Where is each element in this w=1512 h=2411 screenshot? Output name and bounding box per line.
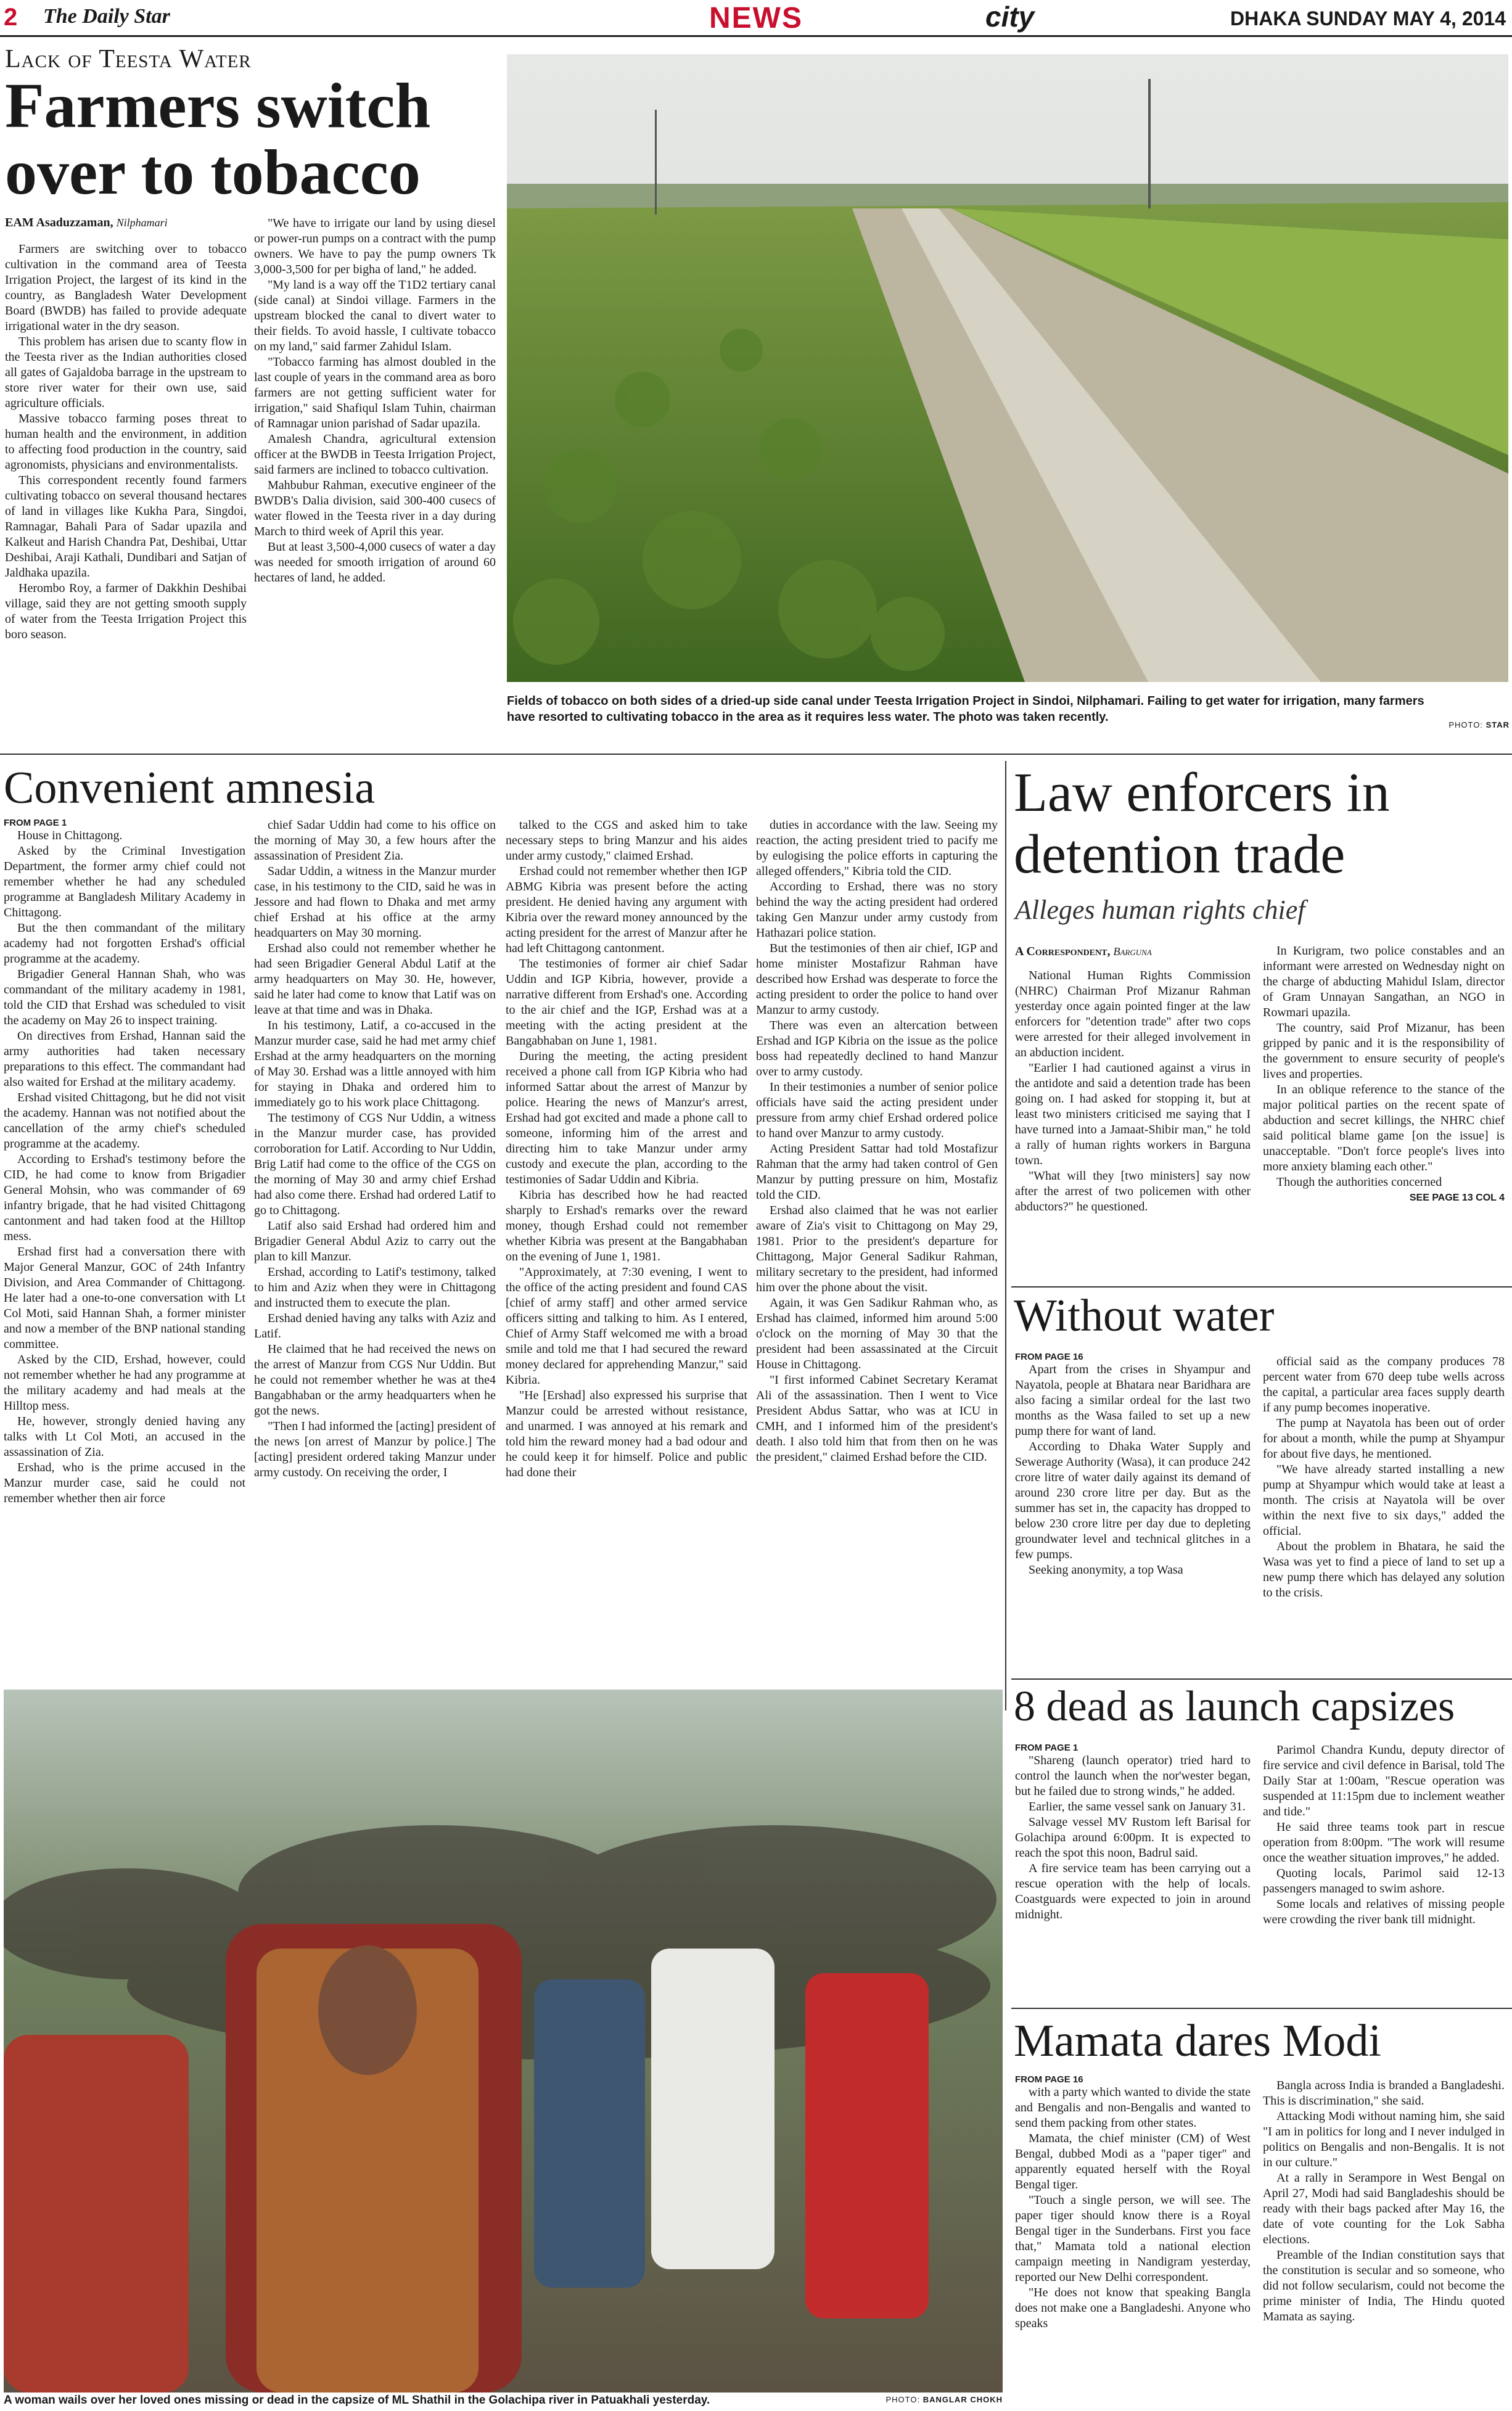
- paragraph: Asked by the CID, Ershad, however, could not remember whether he had any programme at the military academy and had meals at the Hilltop mess.: [4, 1353, 245, 1413]
- paragraph: A fire service team has been carrying out a rescue operation with the help of locals. Coastguards were expected to join in around midnight.: [1015, 1862, 1251, 1921]
- mamata-headline: Mamata dares Modi: [1014, 2016, 1381, 2066]
- paragraph: Some locals and relatives of missing people were crowding the river bank till midnight.: [1263, 1897, 1505, 1926]
- tobacco-photo-credit: PHOTO: STAR: [1448, 720, 1510, 729]
- law-headline: Law enforcers in detention trade: [1014, 762, 1390, 885]
- paragraph: He said three teams took part in rescue operation from 8:00pm. "The work will resume once the weather situation improves," he added.: [1263, 1820, 1505, 1865]
- paragraph: Quoting locals, Parimol said 12-13 passengers managed to swim ashore.: [1263, 1867, 1505, 1896]
- paragraph: "He does not know that speaking Bangla does not make one a Bangladeshi. Anyone who speaks: [1015, 2286, 1251, 2330]
- tobacco-kicker: Lack of Teesta Water: [5, 45, 252, 73]
- paragraph: Apart from the crises in Shyampur and Nayatola, people at Bhatara near Baridhara are also facing a similar ordeal for the last two months as the Wasa failed to set up a new pump there for want of land.: [1015, 1363, 1251, 1438]
- paragraph: "We have already started installing a new pump at Shyampur which would take at least a month. The crisis at Nayatola will be over within the next five to six days," added the official.: [1263, 1463, 1505, 1538]
- divider: [1011, 2008, 1512, 2009]
- law-col-2: [1263, 943, 1505, 1204]
- paragraph: "Approximately, at 7:30 evening, I went to the office of the acting president and found CAS [chief of army staff] and other armed service officers sitting and talking to him. As I entered, Chief of Army Staff welcomed me with a broad smile and told me that I had secured the reward money declared for apprehending Manzur," said Kibria.: [506, 1265, 747, 1387]
- water-col-2: [1263, 1354, 1505, 1601]
- law-byline: A Correspondent, Barguna: [1015, 945, 1152, 958]
- launch-headline: 8 dead as launch capsizes: [1014, 1683, 1455, 1730]
- paragraph: Salvage vessel MV Rustom left Barisal for Golachipa around 6:00pm. It is expected to reach the spot this noon, Badrul said.: [1015, 1815, 1251, 1860]
- paragraph: Farmers are switching over to tobacco cultivation in the command area of Teesta Irrigation Project, the largest of its kind in the country, as Bangladesh Water Development Board (BWDB) has failed to provide adequate irrigational water in the dry season.: [5, 242, 247, 333]
- paragraph: "Tobacco farming has almost doubled in the last couple of years in the command area as boro farmers are not getting sufficient water for irrigation," said Shafiqul Islam Tuhin, chairman of Ramnagar union parishad of Sadar upazila.: [254, 355, 496, 430]
- paragraph: Bangla across India is branded a Bangladeshi. This is discrimination," she said.: [1263, 2079, 1505, 2108]
- tobacco-byline: EAM Asaduzzaman, Nilphamari: [5, 216, 168, 229]
- paragraph: But the then commandant of the military academy had not forgotten Ershad's official programme at the academy.: [4, 921, 245, 966]
- amnesia-col-4: [756, 818, 998, 1465]
- divider: [1011, 1678, 1512, 1680]
- paragraph: House in Chittagong.: [17, 829, 123, 842]
- paragraph: Sadar Uddin, a witness in the Manzur murder case, in his testimony to the CID, said he was in Jessore and had flown to Dhaka and met army chief Ershad at his office at the army headquarters on May 30 morning.: [254, 865, 496, 940]
- paragraph: In Kurigram, two police constables and an informant were arrested on Wednesday night on the charge of abducting Mahidul Islam, director of Gram Unnayan Sangathan, an NGO in Rowmari upazila.: [1263, 944, 1505, 1019]
- amnesia-headline: Convenient amnesia: [4, 763, 376, 813]
- paragraph: About the problem in Bhatara, he said the Wasa was yet to find a piece of land to set up a new pump there which has delayed any solution to the crisis.: [1263, 1540, 1505, 1600]
- paragraph: He claimed that he had received the news on the arrest of Manzur from CGS Nur Uddin. But he could not remember whether he was at the4 Bangabhaban or the army headquarters when he got the news.: [254, 1342, 496, 1418]
- launch-col-1: [1015, 1743, 1251, 1923]
- mamata-from-page: FROM PAGE 16: [1015, 2074, 1083, 2085]
- paragraph: "My land is a way off the T1D2 tertiary canal (side canal) at Sindoi village. Farmers in the upstream blocked the canal to divert water to their fields. To avoid hassle, I cultivate tobacco on my land," said farmer Zahidul Islam.: [254, 278, 496, 353]
- paragraph: "What will they [two ministers] say now after the arrest of two policemen with other abductors?" he questioned.: [1015, 1169, 1251, 1214]
- tobacco-field-photo: [507, 54, 1508, 682]
- tobacco-photo-caption: Fields of tobacco on both sides of a dried-up side canal under Teesta Irrigation Project in Sindoi, Nilphamari. Failing to get water for irrigation, many farmers have resorted to cultivating tobacco in the area as it requires less water. The photo was taken recently.: [507, 694, 1424, 724]
- column-rule: [1005, 761, 1006, 1711]
- launch-from-page: FROM PAGE 1: [1015, 1743, 1079, 1753]
- paragraph: Ershad, according to Latif's testimony, talked to him and Aziz when they were in Chittagong and instructed them to execute the plan.: [254, 1265, 496, 1310]
- tobacco-headline: Farmers switch over to tobacco: [5, 70, 431, 208]
- mamata-col-1: [1015, 2074, 1251, 2331]
- paragraph: "Touch a single person, we will see. The paper tiger should know there is a Royal Bengal tiger in the Sunderbans. First you face that," Mamata told a national election campaign meeting in Nandigram yesterday, reported our New Delhi correspondent.: [1015, 2193, 1251, 2284]
- paragraph: The testimonies of former air chief Sadar Uddin and IGP Kibria, however, provide a narrative different from Ershad's one. According to the air chief and the IGP, Ershad was at a meeting with the acting president at the Bangabhaban on June 1, 1981.: [506, 957, 747, 1048]
- paragraph: Kibria has described how he had reacted sharply to Ershad's remarks over the reward money, though Ershad could not remember whether Kibria was present at the Bangabhaban on the evening of June 1, 1981.: [506, 1188, 747, 1263]
- paragraph: Herombo Roy, a farmer of Dakkhin Deshibai village, said they are not getting smooth supply of water from the Teesta Irrigation Project this boro season.: [5, 581, 247, 641]
- paragraph: "He [Ershad] also expressed his surprise that Manzur could be arrested without resistance, and unarmed. I was annoyed at his remark and told him the reward money had a bad odour and he could keep it for himself. Police and public had done their: [506, 1389, 747, 1479]
- paper-logo: The Daily Star: [43, 5, 170, 28]
- paragraph: Latif also said Ershad had ordered him and Brigadier General Abdul Aziz to carry out the plan to kill Manzur.: [254, 1219, 496, 1263]
- paragraph: According to Ershad, there was no story behind the way the acting president had ordered taking Gen Manzur under army custody from Hathazari police station.: [756, 880, 998, 940]
- paragraph: Parimol Chandra Kundu, deputy director of fire service and civil defence in Barisal, told The Daily Star at 1:00am, "Rescue operation was suspended at 11:15pm due to inclement weather and tide.": [1263, 1743, 1505, 1818]
- paragraph: Ershad could not remember whether then IGP ABMG Kibria was present before the acting president. He denied having any argument with Kibria over the reward money announced by the acting president for the arrest of Manzur after he had left Chittagong cantonment.: [506, 865, 747, 955]
- paragraph: Asked by the Criminal Investigation Department, the former army chief could not remember whether he had any scheduled programme at Bangladesh Military Academy in Chittagong.: [4, 844, 245, 919]
- divider: [0, 754, 1512, 755]
- paragraph: Ershad, who is the prime accused in the Manzur murder case, said he could not remember whether then air force: [4, 1461, 245, 1505]
- paragraph: "Earlier I had cautioned against a virus in the antidote and said a detention trade has been going on. I had asked for stopping it, but at least two ministers criticised me saying that I have turned into a Jamaat-Shibir man," he told a rally of human rights workers in Barguna town.: [1015, 1061, 1251, 1167]
- paragraph: According to Dhaka Water Supply and Sewerage Authority (Wasa), it can produce 242 crore litre of water daily against its demand of around 230 crore litre per day. But as the summer has set in, the capacity has dropped to below 230 crore litre per day due to depleting groundwater level and technical glitches in a few pumps.: [1015, 1440, 1251, 1561]
- water-from-page: FROM PAGE 16: [1015, 1352, 1083, 1362]
- divider: [1011, 1286, 1512, 1288]
- amnesia-col-1: [4, 818, 245, 1506]
- paragraph: In an oblique reference to the stance of the major political parties on the recent spate of abduction and secret killings, the NHRC chief said political blame game [on the issue] is unacceptable. "Don't force people's lives into more anxiety blaming each other.": [1263, 1083, 1505, 1173]
- paragraph: During the meeting, the acting president received a phone call from IGP Kibria who had informed Sattar about the arrest of Manzur by police. Hearing the news of Manzur's arrest, Ershad had got excited and made a phone call to someone, informing him of the arrest and directing him to take Manzur under army custody and execute the plan, according to the testimonies of Sadar Uddin and Kibria.: [506, 1049, 747, 1186]
- paragraph: official said as the company produces 78 percent water from 670 deep tube wells across the capital, a particular area faces supply dearth if any pump becomes inoperative.: [1263, 1355, 1505, 1415]
- paragraph: "Then I had informed the [acting] president of the news [on arrest of Manzur by police.] The [acting] president ordered taking Manzur under army custody. On receiving the order, I: [254, 1419, 496, 1479]
- paragraph: National Human Rights Commission (NHRC) Chairman Prof Mizanur Rahman yesterday once again pointed finger at the law enforcers for "detention trade" after two cops were arrested for their alleged involvement in an abduction incident.: [1015, 969, 1251, 1059]
- paragraph: Preamble of the Indian constitution says that the constitution is secular and so someone, who did not follow secularism, could not become the prime minister of India, The Hindu quoted Mamata as saying.: [1263, 2248, 1505, 2323]
- launch-col-2: [1263, 1743, 1505, 1928]
- amnesia-from-page: FROM PAGE 1: [4, 818, 67, 828]
- paragraph: Mamata, the chief minister (CM) of West Bengal, dubbed Modi as a "paper tiger" and apparently equated herself with the Royal Bengal tiger.: [1015, 2132, 1251, 2191]
- amnesia-col-3: [506, 818, 747, 1481]
- paragraph: The pump at Nayatola has been out of order for about a month, while the pump at Shyampur for about five days, he mentioned.: [1263, 1416, 1505, 1461]
- paragraph: This correspondent recently found farmers cultivating tobacco on several thousand hectares of land in villages like Kukha Para, Singdoi, Ramnagar, Bahali Para of Sadar upazila and Kalkeut and Harish Chandra Pat, Deshibai, Uttar Deshibai, Araji Kathali, Dundibari and Satjan of Jaldhaka upazila.: [5, 474, 247, 580]
- tobacco-col-1: [5, 242, 247, 643]
- paragraph: Massive tobacco farming poses threat to human health and the environment, in addition to affecting food production in the country, said agronomists, physicians and environmentalists.: [5, 412, 247, 472]
- paragraph: Ershad also could not remember whether he had seen Brigadier General Abdul Latif at the army headquarters on May 30. He, however, said he later had come to know that Latif was on leave at that time and was in Dhaka.: [254, 942, 496, 1017]
- water-headline: Without water: [1014, 1291, 1275, 1341]
- paragraph: chief Sadar Uddin had come to his office on the morning of May 30, a few hours after the assassination of President Zia.: [254, 818, 496, 863]
- paragraph: At a rally in Serampore in West Bengal on April 27, Modi had said Bangladeshis should be ready with their bags packed after May 16, the date of vote counting for the Lok Sabha elections.: [1263, 2171, 1505, 2246]
- paragraph: talked to the CGS and asked him to take necessary steps to bring Manzur and his aides under army custody," claimed Ershad.: [506, 818, 747, 863]
- paragraph: But the testimonies of then air chief, IGP and home minister Mostafizur Rahman have described how Ershad was desperate to force the acting president to order the police to hand over Manzur to army custody.: [756, 942, 998, 1017]
- paragraph: Ershad first had a conversation there with Major General Manzur, GOC of 24th Infantry Division, and Area Commander of Chittagong. He later had a one-to-one conversation with Lt Col Moti, said Hannan Shah, a former minister and now a member of the BNP national standing committee.: [4, 1245, 245, 1351]
- paragraph: In their testimonies a number of senior police officials have said the acting president under pressure from army chief Ershad ordered police to hand over Manzur to army custody.: [756, 1080, 998, 1140]
- paragraph: The country, said Prof Mizanur, has been gripped by panic and it is the responsibility of the government to ensure security of people's lives and properties.: [1263, 1021, 1505, 1081]
- paragraph: Earlier, the same vessel sank on January 31.: [1029, 1800, 1246, 1813]
- tobacco-col-2: [254, 216, 496, 586]
- paragraph: He, however, strongly denied having any talks with Lt Col Moti, an accused in the assassination of Zia.: [4, 1415, 245, 1459]
- paragraph: The testimony of CGS Nur Uddin, a witness in the Manzur murder case, has provided corroboration for Latif. According to Nur Uddin, Brig Latif had come to the office of the CGS on the morning of May 30 and army chief Ershad had also come there. Ershad had ordered Latif to go to Chittagong.: [254, 1111, 496, 1217]
- subsection-label: city: [985, 1, 1035, 33]
- paragraph: Ershad denied having any talks with Aziz and Latif.: [254, 1312, 496, 1341]
- paragraph: Mahbubur Rahman, executive engineer of the BWDB's Dalia division, said 300-400 cusecs of water flowed in the Teesta river in a day during March to third week of April this year.: [254, 479, 496, 538]
- paragraph: In his testimony, Latif, a co-accused in the Manzur murder case, said he had met army chief Ershad at the army headquarters on the morning of May 30. Ershad was a little annoyed with him for staying in Dhaka and ordered him to immediately go to his work place Chittagong.: [254, 1019, 496, 1109]
- paragraph: with a party which wanted to divide the state and Bengalis and non-Bengalis and wanted to send them packing from other states.: [1015, 2085, 1251, 2130]
- paragraph: Again, it was Gen Sadikur Rahman who, as Ershad has claimed, informed him around 5:00 o'clock on the morning of May 30 that the president had been assassinated at the Circuit House in Chittagong.: [756, 1296, 998, 1371]
- paragraph: Ershad also claimed that he was not earlier aware of Zia's visit to Chittagong on May 29, 1981. Prior to the president's departure for Chittagong, Major General Sadikur Rahman, military secretary to the president, had informed him over the phone about the visit.: [756, 1204, 998, 1294]
- capsize-photo: [4, 1690, 1003, 2393]
- paragraph: On directives from Ershad, Hannan said the army authorities had taken necessary preparations to this effect. The commandant had also waited for Ershad at the military academy.: [4, 1029, 245, 1089]
- paragraph: "We have to irrigate our land by using diesel or power-run pumps on a contract with the pump owners. We have to pay the pump owners Tk 3,000-3,500 for per bigha of land," he added.: [254, 216, 496, 276]
- paragraph: "I first informed Cabinet Secretary Keramat Ali of the assassination. Then I went to Vice President Abdus Sattar, who was at ICU in CMH, and I informed him of the president's death. I also told him that from then on he was the president," claimed Ershad before the CID.: [756, 1373, 998, 1464]
- masthead: [0, 0, 1512, 37]
- capsize-photo-credit: PHOTO: BANGLAR CHOKH: [885, 2395, 1003, 2404]
- law-deck: Alleges human rights chief: [1015, 895, 1305, 925]
- paragraph: duties in accordance with the law. Seeing my reaction, the acting president tried to pacify me by eulogising the police efforts in capturing the alleged offenders," Kibria told the CID.: [756, 818, 998, 878]
- paragraph: Brigadier General Hannan Shah, who was commandant of the military academy in 1981, told the CID that Ershad was scheduled to visit the academy on May 26 to inspect training.: [4, 967, 245, 1027]
- law-see-page: SEE PAGE 13 COL 4: [1409, 1193, 1505, 1203]
- section-label: NEWS: [709, 2, 803, 35]
- paragraph: Ershad visited Chittagong, but he did not visit the academy. Hannan was not notified about the cancellation of the army chief's scheduled programme at the academy.: [4, 1091, 245, 1151]
- paragraph: According to Ershad's testimony before the CID, he had come to know from Brigadier General Mohsin, who was commander of 69 infantry brigade, that he had visited Chittagong cantonment and had taken food at the Hilltop mess.: [4, 1152, 245, 1243]
- paragraph: But at least 3,500-4,000 cusecs of water a day was needed for smooth irrigation of around 60 hectares of land, he added.: [254, 540, 496, 585]
- mamata-col-2: [1263, 2078, 1505, 2325]
- paragraph: "Shareng (launch operator) tried hard to control the launch when the nor'wester began, but he failed due to strong winds," he added.: [1015, 1754, 1251, 1798]
- dateline: DHAKA SUNDAY MAY 4, 2014: [1230, 7, 1506, 30]
- paragraph: Acting President Sattar had told Mostafizur Rahman that the army had taken control of Gen Manzur by putting pressure on him, Mostafiz told the CID.: [756, 1142, 998, 1202]
- paragraph: Seeking anonymity, a top Wasa: [1029, 1563, 1183, 1577]
- law-col-1: [1015, 968, 1251, 1215]
- paragraph: Though the authorities concerned: [1276, 1175, 1442, 1189]
- paragraph: Amalesh Chandra, agricultural extension officer at the BWDB in Teesta Irrigation Project, said farmers are inclined to tobacco cultivation.: [254, 432, 496, 477]
- water-col-1: [1015, 1352, 1251, 1578]
- paragraph: There was even an altercation between Ershad and IGP Kibria on the issue as the police boss had repeatedly declined to hand Manzur over to army custody.: [756, 1019, 998, 1078]
- paragraph: Attacking Modi without naming him, she said "I am in politics for long and I never indulged in politics on Bengalis and non-Bengalis. It is not in our culture.": [1263, 2109, 1505, 2169]
- amnesia-col-2: [254, 818, 496, 1481]
- paragraph: This problem has arisen due to scanty flow in the Teesta river as the Indian authorities closed all gates of Gajaldoba barrage in the upstream to store river water for their own use, said agriculture officials.: [5, 335, 247, 410]
- page-number: 2: [4, 4, 18, 31]
- capsize-photo-caption: A woman wails over her loved ones missing or dead in the capsize of ML Shathil in the Golachipa river in Patuakhali yesterday.: [4, 2394, 710, 2407]
